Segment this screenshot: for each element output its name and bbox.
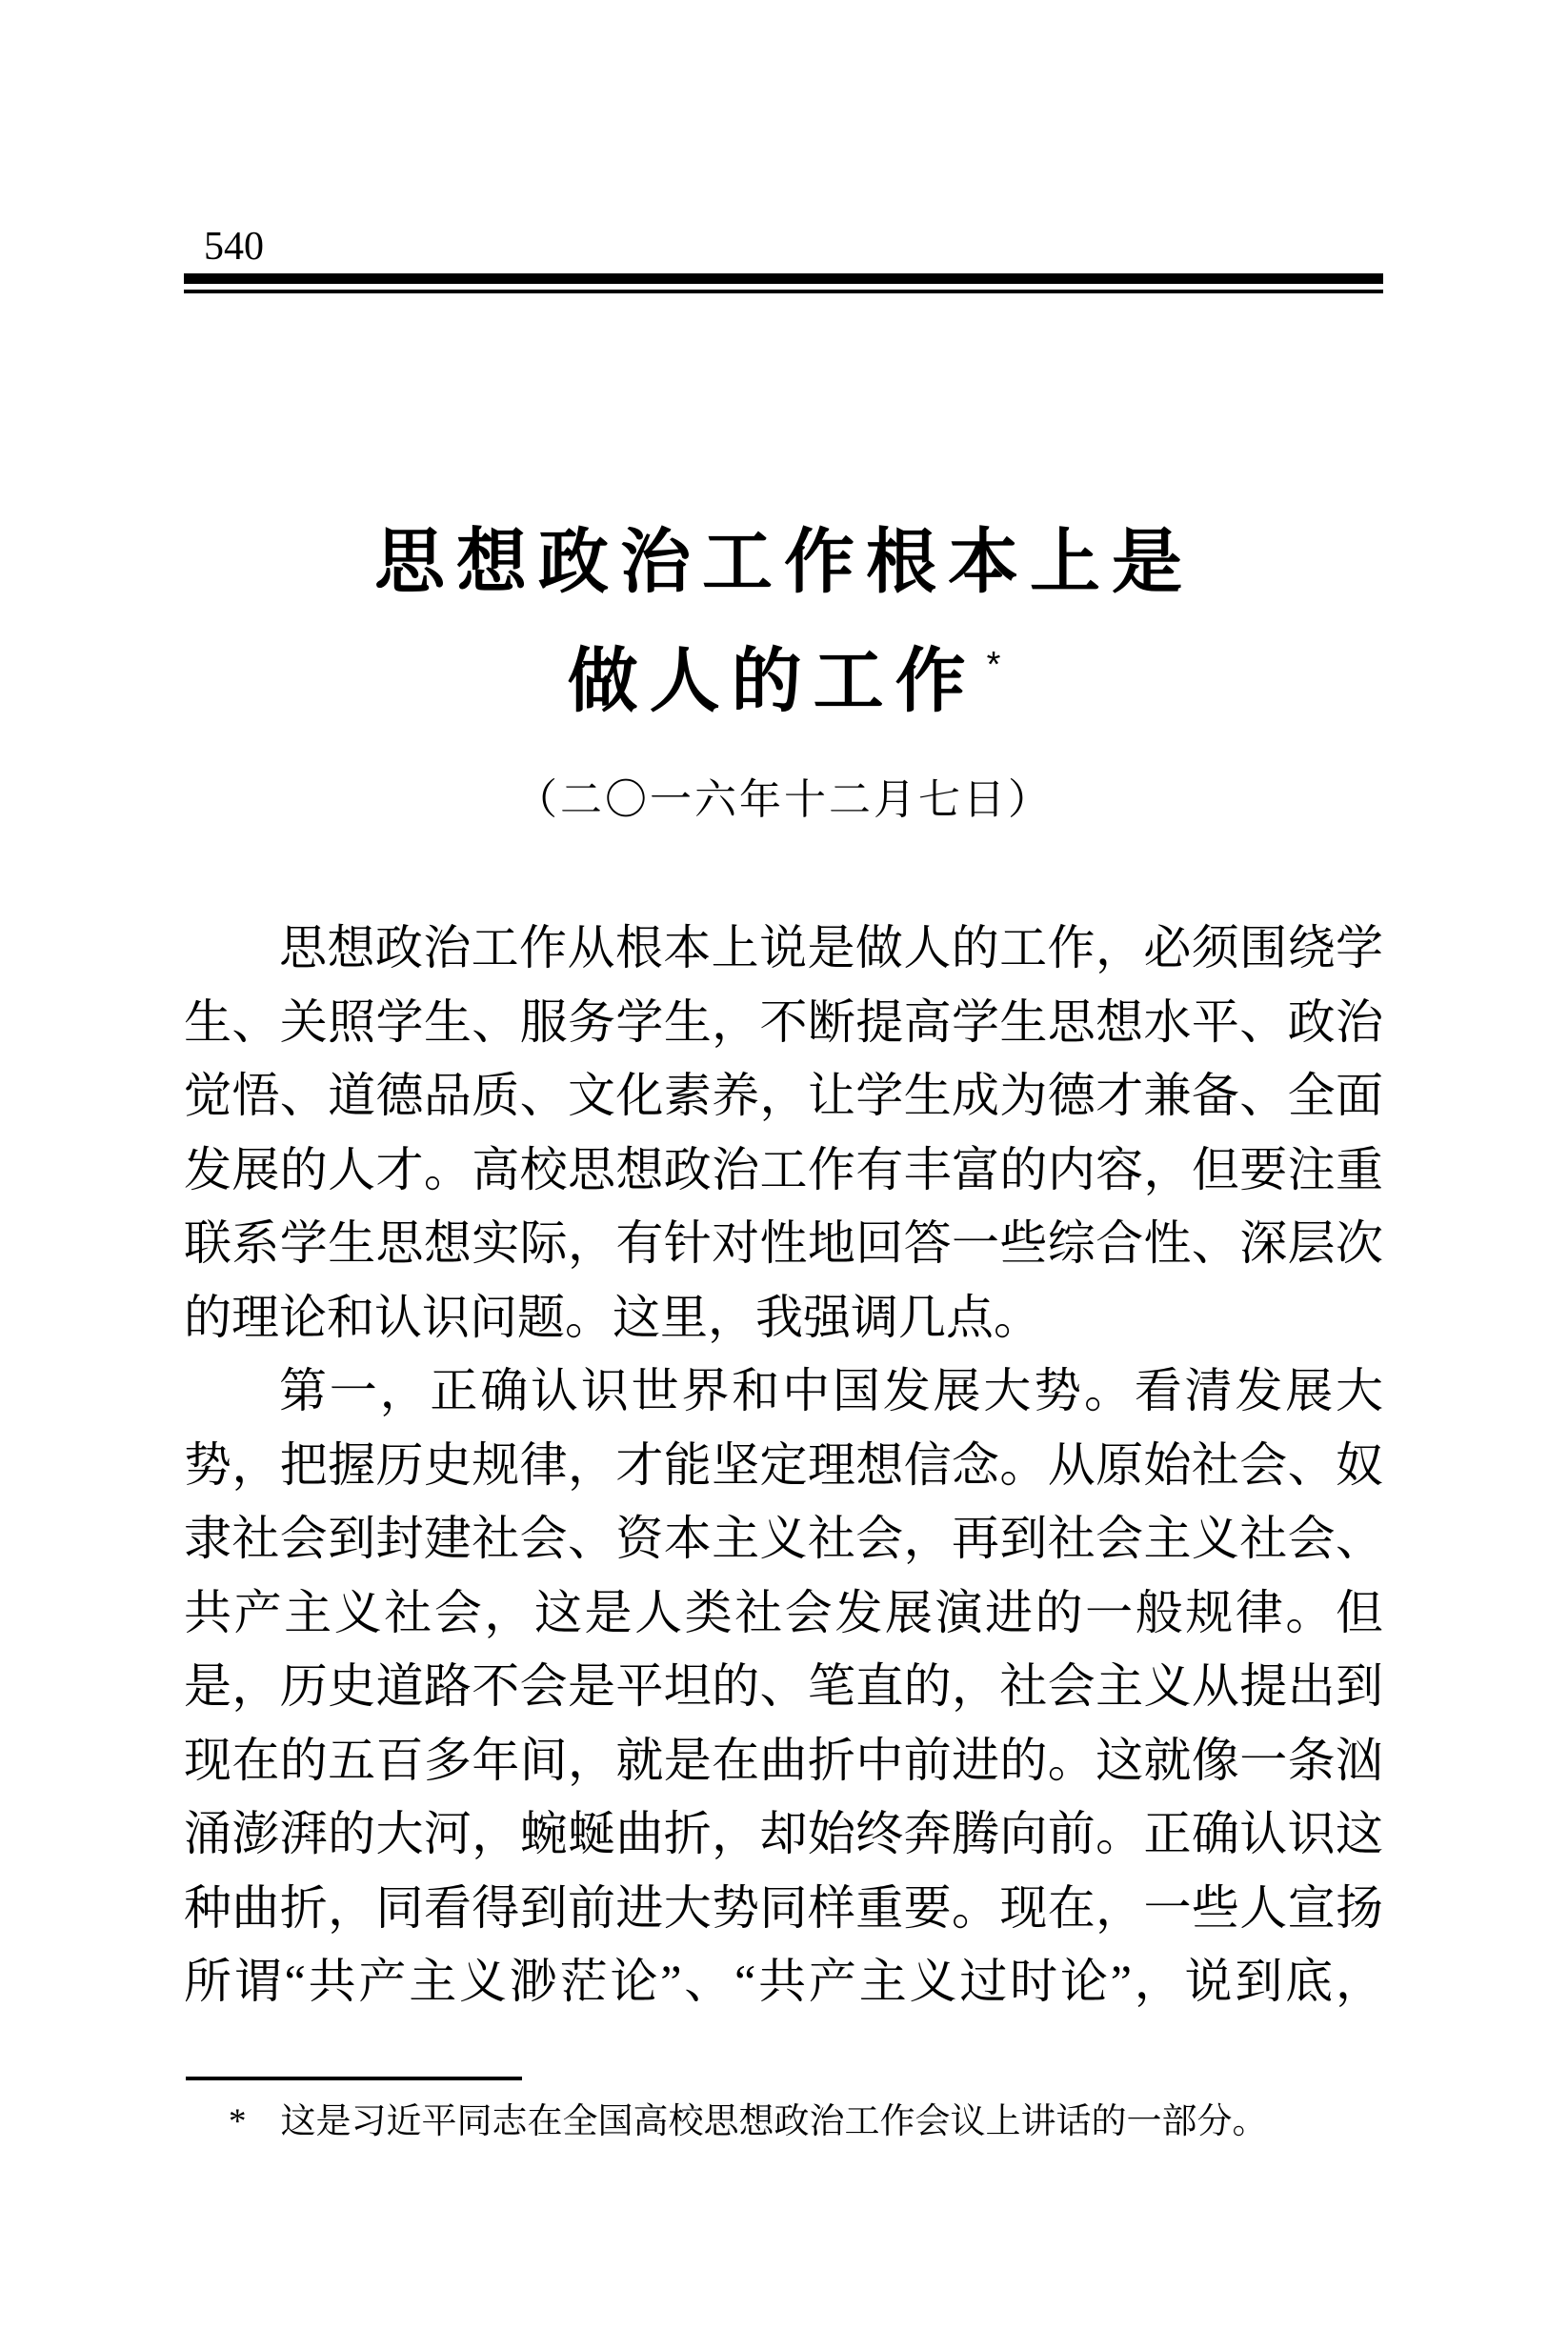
text-line: 第一，正确认识世界和中国发展大势。看清发展大 <box>279 1364 1383 1417</box>
text-line: 现在的五百多年间，就是在曲折中前进的。这就像一条汹 <box>184 1733 1383 1787</box>
text-line: 思想政治工作从根本上说是做人的工作，必须围绕学 <box>279 921 1383 974</box>
footnote-text: 这是习近平同志在全国高校思想政治工作会议上讲话的一部分。 <box>280 2102 1268 2141</box>
text-line: 隶社会到封建社会、资本主义社会，再到社会主义社会、 <box>184 1512 1383 1565</box>
paragraph-1 <box>184 912 1383 1355</box>
text-line: 的理论和认识问题。这里，我强调几点。 <box>184 1290 1041 1344</box>
text-line: 生、关照学生、服务学生，不断提高学生思想水平、政治 <box>184 994 1383 1049</box>
page-number: 540 <box>204 225 264 269</box>
header-double-rule <box>184 273 1383 293</box>
text-line: 是，历史道路不会是平坦的、笔直的，社会主义从提出到 <box>184 1659 1383 1713</box>
text-line: 联系学生思想实际，有针对性地回答一些综合性、深层次 <box>184 1216 1383 1270</box>
footnote-separator-rule <box>186 2077 522 2080</box>
title-line-1: 思想政治工作根本上是 <box>374 522 1194 601</box>
text-line: 势，把握历史规律，才能坚定理想信念。从原始社会、奴 <box>184 1437 1383 1492</box>
footnote-marker: * <box>229 2102 247 2141</box>
title-line-2: 做人的工作 * <box>567 641 1001 720</box>
text-line: 共产主义社会，这是人类社会发展演进的一般规律。但 <box>184 1585 1383 1639</box>
text-line: 种曲折，同看得到前进大势同样重要。现在，一些人宣扬 <box>184 1880 1383 1935</box>
title-footnote-marker: * <box>986 645 1001 685</box>
text-line: 所谓“共产主义渺茫论”、“共产主义过时论”，说到底， <box>184 1955 1383 2008</box>
footnote <box>186 2096 1386 2149</box>
text-line: 涌澎湃的大河，蜿蜒曲折，却始终奔腾向前。正确认识这 <box>184 1807 1383 1860</box>
paragraph-2 <box>184 1355 1383 2019</box>
text-line: 发展的人才。高校思想政治工作有丰富的内容，但要注重 <box>184 1142 1383 1196</box>
text-line: 觉悟、道德品质、文化素养，让学生成为德才兼备、全面 <box>184 1069 1383 1122</box>
body-text <box>184 912 1383 2019</box>
date-line: （二〇一六年十二月七日） <box>515 776 1053 823</box>
document-title <box>0 510 1568 733</box>
